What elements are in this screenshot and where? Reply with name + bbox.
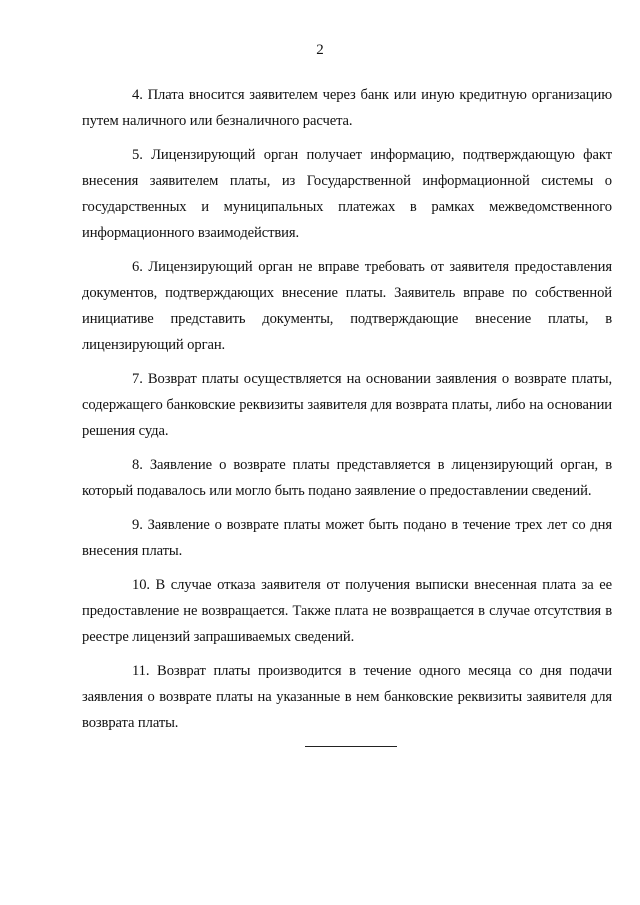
paragraph-6: 6. Лицензирующий орган не вправе требовать от заявителя предоставления документов, подтверждающих внесение платы. Заявитель вправе по собственной инициативе представить документы, подтверждающие внесение платы, в лицензирующий орган. bbox=[82, 259, 612, 353]
paragraph-4: 4. Плата вносится заявителем через банк или иную кредитную организацию путем наличного или безналичного расчета. bbox=[82, 87, 612, 129]
paragraph-8: 8. Заявление о возврате платы представляется в лицензирующий орган, в который подавалось или могло быть подано заявление о предоставлении сведений. bbox=[82, 457, 612, 499]
page-number: 2 bbox=[316, 42, 324, 58]
paragraph-5: 5. Лицензирующий орган получает информацию, подтверждающую факт внесения заявителем платы, из Государственной информационной системы о государственных и муниципальных платежах в рамках межведомственного информационного взаимодействия. bbox=[82, 147, 612, 241]
paragraph-9: 9. Заявление о возврате платы может быть подано в течение трех лет со дня внесения платы. bbox=[82, 517, 612, 559]
end-of-document-rule bbox=[305, 746, 397, 747]
document-body bbox=[82, 82, 612, 744]
paragraph-11: 11. Возврат платы производится в течение одного месяца со дня подачи заявления о возврате платы на указанные в нем банковские реквизиты заявителя для возврата платы. bbox=[82, 663, 612, 731]
paragraph-10: 10. В случае отказа заявителя от получения выписки внесенная плата за ее предоставление не возвращается. Также плата не возвращается в случае отсутствия в реестре лицензий запрашиваемых сведений. bbox=[82, 577, 612, 645]
paragraph-7: 7. Возврат платы осуществляется на основании заявления о возврате платы, содержащего банковские реквизиты заявителя для возврата платы, либо на основании решения суда. bbox=[82, 371, 612, 439]
